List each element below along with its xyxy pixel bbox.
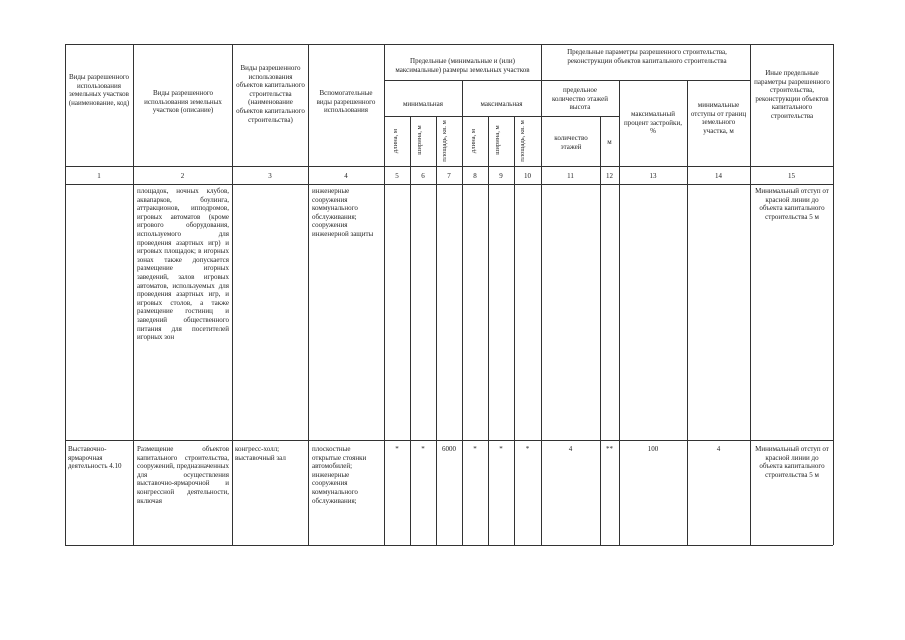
col-divider-6: [436, 116, 437, 545]
col-number-9: 9: [499, 172, 503, 180]
col-divider-8: [488, 116, 489, 545]
col-divider-3: [308, 44, 309, 545]
row2-min-area: 6000: [442, 445, 456, 453]
header-col15: Иные предельные параметры разрешенного строительства, реконструкции объектов капитального строительства: [754, 69, 830, 120]
col-divider-9: [514, 116, 515, 545]
col-divider-5: [410, 116, 411, 545]
col-number-14: 14: [715, 172, 722, 180]
col-divider-13: [687, 80, 688, 545]
header-rule-bottom: [65, 166, 833, 167]
col-divider-14: [750, 44, 751, 545]
header-min-width: ширина, м: [416, 125, 423, 155]
header-rule-groups: [384, 80, 750, 81]
col-divider-4: [384, 44, 385, 545]
row1-other-params: Минимальный отступ от красной линии до объекта капитального строительства 5 м: [755, 187, 829, 221]
row2-coverage: 100: [647, 445, 659, 453]
numbers-rule-bottom: [65, 184, 833, 185]
row1-auxiliary-uses: инженерные сооружения коммунального обслуживания; сооружения инженерной защиты: [312, 187, 374, 238]
header-min-length: длина, м: [392, 128, 399, 154]
header-col2: Виды разрешенного использования земельных участков (описание): [144, 89, 222, 115]
row2-floors: 4: [568, 445, 573, 453]
header-coverage: максимальный процент застройки, %: [624, 110, 682, 136]
col-number-6: 6: [421, 172, 425, 180]
col-number-3: 3: [268, 172, 272, 180]
header-min-area: площадь, кв. м: [441, 120, 448, 162]
col-number-1: 1: [97, 172, 101, 180]
header-meters: м: [607, 138, 612, 146]
header-params-group: Предельные параметры разрешенного строительства, реконструкции объектов капитального строительства: [567, 48, 727, 65]
col-number-7: 7: [447, 172, 451, 180]
col-number-13: 13: [649, 172, 657, 180]
row2-other-params: Минимальный отступ от красной линии до объекта капитального строительства 5 м: [755, 445, 829, 479]
row2-min-length: *: [395, 445, 399, 453]
header-max-area: площадь, кв. м: [519, 120, 526, 162]
col-number-12: 12: [606, 172, 613, 180]
col-number-15: 15: [788, 172, 795, 180]
row2-max-length: *: [473, 445, 477, 453]
header-height-group: предельное количество этажей высота: [551, 86, 609, 112]
row2-height-m: **: [606, 445, 613, 453]
col-divider-1: [133, 44, 134, 545]
col-divider-2: [232, 44, 233, 545]
col-divider-11: [600, 116, 601, 545]
row2-max-area: *: [525, 445, 530, 453]
header-col4: Вспомогательные виды разрешенного использования: [316, 89, 376, 115]
header-dims-group: Предельные (минимальные и (или) максимальные) размеры земельных участков: [395, 57, 530, 74]
table-border-right: [833, 44, 834, 545]
row2-auxiliary-uses: плоскостные открытые стоянки автомобилей; инженерные сооружения коммунального обслуживания;: [312, 445, 367, 505]
row2-use-name-code: Выставочно-ярмарочная деятельность 4.10: [68, 445, 122, 471]
header-max: максимальная: [480, 100, 523, 108]
col-divider-10: [541, 44, 542, 545]
header-max-width: ширина, м: [494, 125, 501, 155]
col-number-11: 11: [567, 172, 574, 180]
header-col3: Виды разрешенного использования объектов капитального строительства (наименование объектов капитального строительства): [236, 64, 305, 124]
col-number-8: 8: [473, 172, 477, 180]
header-col1: Виды разрешенного использования земельных участков (наименование, код): [68, 73, 130, 107]
table-border-top: [65, 44, 833, 45]
header-max-length: длина, м: [470, 128, 477, 154]
col-number-2: 2: [180, 172, 185, 180]
header-min: минимальная: [403, 100, 443, 108]
row1-description: площадок, ночных клубов, аквапарков, боулинга, аттракционов, ипподромов, игровых автоматов (кроме игрового оборудования, используемого для проведения азартных игр) и игровых площадок; в игорных зонах также допускается размещение игорных заведений, залов игровых автоматов, используемых для проведения азартных игр, и игровых столов, а также размещение гостиниц и заведений общественного питания для посетителей игорных зон: [137, 187, 229, 342]
header-floors: количество этажей: [554, 134, 588, 151]
header-setback: минимальные отступы от границ земельного участка, м: [690, 101, 747, 135]
header-rule-height: [541, 116, 619, 117]
row2-capital-objects: конгресс-холл; выставочный зал: [235, 445, 286, 462]
col-number-10: 10: [524, 172, 531, 180]
row2-min-width: *: [421, 445, 425, 453]
row2-description: Размещение объектов капитального строительства, сооружений, предназначенных для осуществления выставочно-ярмарочной и конгрессной деятельности, включая: [137, 445, 229, 505]
row2-setback: 4: [716, 445, 721, 453]
col-divider-12: [619, 80, 620, 545]
col-number-5: 5: [395, 172, 399, 180]
table-border-left: [65, 44, 66, 545]
row-divider: [65, 440, 833, 441]
row2-max-width: *: [499, 445, 503, 453]
col-number-4: 4: [344, 172, 348, 180]
table-border-bottom: [65, 545, 833, 546]
col-divider-7: [462, 80, 463, 545]
